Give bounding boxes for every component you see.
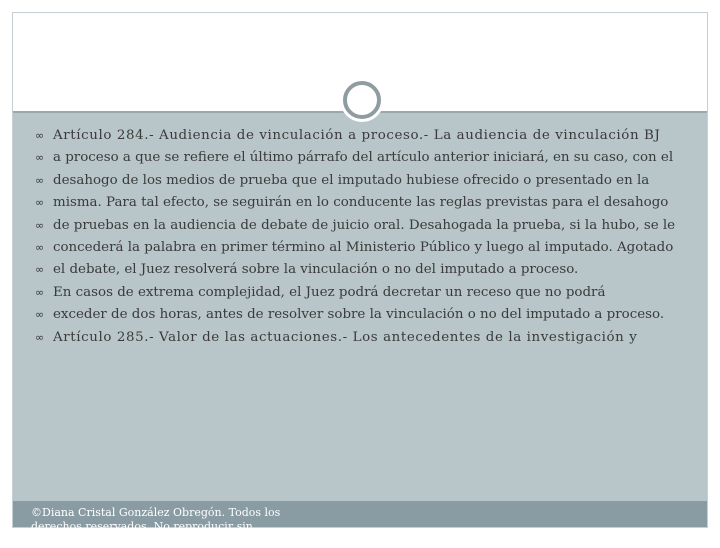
bullet-item: [35, 215, 695, 237]
open-book-icon: ∞: [35, 218, 45, 232]
open-book-icon: ∞: [35, 173, 45, 187]
slide: [12, 12, 708, 547]
open-book-icon: ∞: [35, 330, 45, 344]
bullet-item: [35, 147, 695, 169]
footer-copyright: ©Diana Cristal González Obregón. Todos los derechos reservados. No reproducir sin permiso: [31, 506, 281, 547]
bullet-text: de pruebas en la audiencia de debate de juicio oral. Desahogada la prueba, si la hubo, se le: [53, 217, 676, 233]
bullet-text: a proceso a que se refiere el último párrafo del artículo anterior iniciará, en su caso, con el: [53, 150, 674, 166]
bullet-text: En casos de extrema complejidad, el Juez podrá decretar un receso que no podrá: [53, 284, 606, 300]
open-book-icon: ∞: [35, 263, 45, 277]
bullet-item: [35, 259, 695, 281]
bullet-text: misma. Para tal efecto, se seguirán en lo conducente las reglas previstas para el desahogo: [53, 195, 669, 211]
open-book-icon: ∞: [35, 151, 45, 165]
bullet-text: el debate, el Juez resolverá sobre la vinculación o no del imputado a proceso.: [53, 262, 579, 278]
open-book-icon: ∞: [35, 308, 45, 322]
bullet-text: desahogo de los medios de prueba que el imputado hubiese ofrecido o presentado en la: [53, 172, 650, 188]
bullet-item: [35, 237, 695, 259]
bullet-item: [35, 327, 695, 349]
bullet-item: [35, 282, 695, 304]
open-book-icon: ∞: [35, 129, 45, 142]
footer-bar: [13, 501, 707, 547]
ring-ornament-icon: [343, 81, 381, 119]
bullet-item: [35, 170, 695, 192]
bullet-item: [35, 304, 695, 326]
bullet-text: exceder de dos horas, antes de resolver sobre la vinculación o no del imputado a proceso.: [53, 307, 665, 323]
open-book-icon: ∞: [35, 241, 45, 255]
open-book-icon: ∞: [35, 196, 45, 210]
bullet-text: Artículo 284.- Audiencia de vinculación a proceso.- La audiencia de vinculación BJ: [53, 128, 661, 143]
bullet-item: [35, 125, 695, 147]
bullet-text: Artículo 285.- Valor de las actuaciones.- Los antecedentes de la investigación y: [53, 329, 638, 345]
bullet-item: [35, 192, 695, 214]
bullet-text: concederá la palabra en primer término al Ministerio Público y luego al imputado. Agotado: [53, 240, 674, 256]
open-book-icon: ∞: [35, 285, 45, 299]
bullet-list: [35, 125, 695, 349]
